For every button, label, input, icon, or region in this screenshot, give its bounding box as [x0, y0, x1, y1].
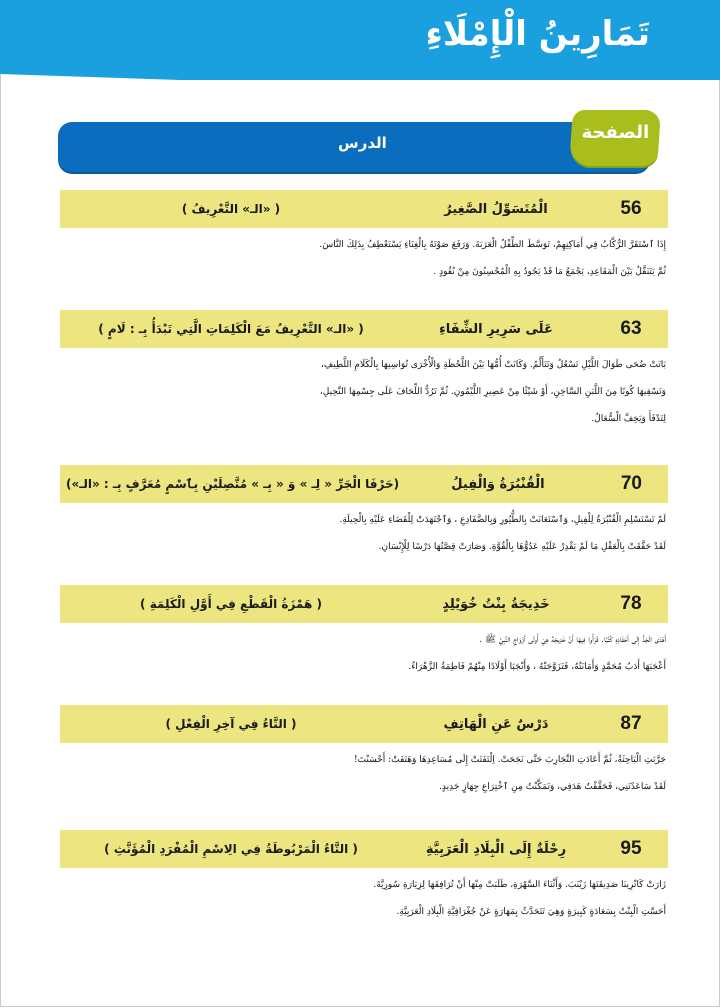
column-header-page-tab — [569, 110, 661, 166]
text-line: بَاتَتْ ضُحَى طَوَالَ اللَّيْلِ تَسْعُلُ وَتَتَأَلَّمُ. وَكَانَتْ أُمُّهَا بَيْنَ اللَّحْظَةِ وَالْأُخْرَى تُوَاسِيهَا بِالْكَلَامِ اللَّطِيفِ، — [321, 360, 666, 370]
section-header — [60, 465, 668, 503]
text-line: لَمْ تَسْتَسْلِمِ الْقُنْبُرَةُ لِلْفِيلِ، وَٱسْتَعَانَتْ بِالطُّيُورِ وَبِالضَّفَادِعِ ، وَٱجْتَهَدَتْ لِلْقَضَاءِ عَلَيْهِ بِالْحِيلَةِ. — [339, 515, 666, 525]
section-title: رِحْلَةٌ إِلَى الْبِلَادِ الْعَرَبِيَّةِ — [425, 841, 567, 857]
section-rule: ( هَمْزَةُ الْقَطْعِ فِي أَوَّلِ الْكَلِمَةِ ) — [140, 597, 322, 611]
section-header — [60, 310, 668, 348]
text-line: جَرَّبَتِ الْبَاحِثَةُ، ثُمَّ أَعَادَتِ التَّجَارِبَ حَتَّى نَجَحَتْ. اِلْتَفَتَتْ إِلَى مُسَاعِدِهَا وَهَتَفَتْ: أَحْسَنْتَ! — [353, 755, 666, 765]
section-header — [60, 705, 668, 743]
exercise-list — [60, 190, 668, 955]
section-text — [60, 503, 668, 567]
section-page-number: 70 — [620, 473, 642, 494]
section-rule: ( التَّاءُ الْمَرْبُوطَةُ فِي الِاسْمِ الْمُفْرَدِ الْمُؤَنَّثِ ) — [104, 842, 358, 856]
section-header — [60, 830, 668, 868]
section-page-number: 78 — [620, 593, 642, 614]
text-line: زَارَتْ كَاتْرِينَا صَدِيقَتَهَا زَيْنَبَ. وَأَثْنَاءَ السَّهْرَةِ، طَلَبَتْ مِنْهَا أَنْ تُرَافِقَهَا لِزِيَارَةِ سُورِيَّةَ. — [373, 880, 666, 890]
section-page-number: 63 — [620, 318, 642, 339]
section-rule: ( التَّاءُ فِي آخِرِ الْفِعْلِ ) — [165, 717, 297, 731]
section-text — [60, 743, 668, 807]
section-title: عَلَى سَرِيرِ الشِّفَاءِ — [439, 321, 553, 337]
section-rule: ( «الـ» التَّعْرِيفُ مَعَ الْكَلِمَاتِ الَّتِي تَبْدَأُ بِـ : لَامٍ ) — [98, 322, 364, 336]
section-text — [60, 348, 668, 439]
section-title: خَدِيجَةُ بِنْتُ خُوَيْلِدٍ — [442, 596, 550, 612]
section-header — [60, 585, 668, 623]
section-text — [60, 228, 668, 292]
section-title: الْقُنْبُرَةُ وَالْفِيلُ — [451, 476, 545, 492]
exercise-section — [60, 585, 668, 705]
column-header-page: الصفحة — [581, 122, 650, 143]
column-header-lesson: الدرس — [338, 134, 387, 152]
section-rule: ( «الـ» التَّعْرِيفُ ) — [181, 202, 281, 216]
text-line: أَعْجَبَهَا أَدَبُ مُحَمَّدٍ وَأَمَانَتُهُ، فَتَزَوَّجَتْهُ ، وَأَنْجَبَا أَوْلَادًا مِنْهُمْ فَاطِمَةُ الزَّهْرَاءُ. — [408, 662, 666, 672]
section-title: دَرْسٌ عَنِ الْهَاتِفِ — [443, 716, 549, 732]
section-header — [60, 190, 668, 228]
text-line: إِذَا ٱسْتَقَرَّ الرُّكَّابُ فِي أَمَاكِنِهِمْ، تَوَسَّطَ الطِّفْلُ الْعَرَبَةَ. وَرَفَعَ صَوْتَهُ بِالْغِنَاءِ يَسْتَعْطِفُ بِذَلِكَ النَّاسَ. — [319, 240, 666, 250]
section-page-number: 95 — [620, 838, 642, 859]
section-title: الْمُتَسَوِّلُ الصَّغِيرُ — [444, 201, 548, 217]
text-line: وَتَسْقِيهَا كُوبًا مِنَ اللَّبَنِ السَّاخِنِ، أَوْ شَيْئًا مِنْ عَصِيرِ اللَّيْمُونِ. ثُمَّ تَرُدُّ اللِّحَافَ عَلَى جِسْمِهَا النَّحِيلِ، — [319, 387, 666, 397]
exercise-section — [60, 705, 668, 830]
text-line: أَهْدَى الْجَدُّ إِلَى أَحْفَادِهِ كُتُبًا. قَرَأُوا فِيهَا أَنَّ خَدِيجَةَ هِيَ أُولَى أَزْوَاجِ النَّبِيِّ ﷺ . — [479, 635, 666, 645]
exercise-section — [60, 830, 668, 955]
text-line: لَقَدْ حَقَّقَتْ بِالْعَقْلِ مَا لَمْ يَقْدِرْ عَلَيْهِ عَدُوُّهَا بِالْقُوَّةِ. وَصَارَتْ قِصَّتُهَا دَرْسًا لِلْإِنْسَانِ. — [378, 542, 666, 552]
text-line: لَقَدْ سَاعَدْتَنِي، فَحَقَّقْتُ هَدَفِي، وَتَمَكَّنْتُ مِنِ ٱخْتِرَاعِ جِهَازٍ جَدِيدٍ. — [439, 782, 666, 792]
section-page-number: 87 — [620, 713, 642, 734]
column-header-bar — [58, 122, 650, 172]
section-text — [60, 868, 668, 932]
section-text — [60, 623, 668, 687]
exercise-section — [60, 190, 668, 310]
section-rule: (حَرْفَا الْجَرِّ « لِـ » وَ « بِـ » مُتَّصِلَيْنِ بِٱسْمٍ مُعَرَّفٍ بِـ : «الـ») — [66, 477, 400, 491]
page-title: تَمَارِينُ الْإِمْلَاءِ — [425, 14, 650, 54]
text-line: ثُمَّ يَتَنَقَّلُ بَيْنَ الْمَقَاعِدِ، يَجْمَعُ مَا قَدْ يَجُودُ بِهِ الْمُحْسِنُونَ مِنْ نُقُودٍ . — [433, 267, 666, 277]
text-line: لِتَدْفَأَ وَيَخِفَّ الْسُّعَالُ. — [591, 414, 666, 424]
section-page-number: 56 — [620, 198, 642, 219]
exercise-section — [60, 465, 668, 585]
exercise-section — [60, 310, 668, 465]
text-line: أَحَسَّتِ الْبِنْتُ بِسَعَادَةٍ كَبِيرَةٍ وَهِيَ تَتَحَدَّثُ بِمَهَارَةٍ عَنْ جُغْرَافِيَّةِ الْبِلَادِ الْعَرَبِيَّةِ. — [396, 907, 666, 917]
